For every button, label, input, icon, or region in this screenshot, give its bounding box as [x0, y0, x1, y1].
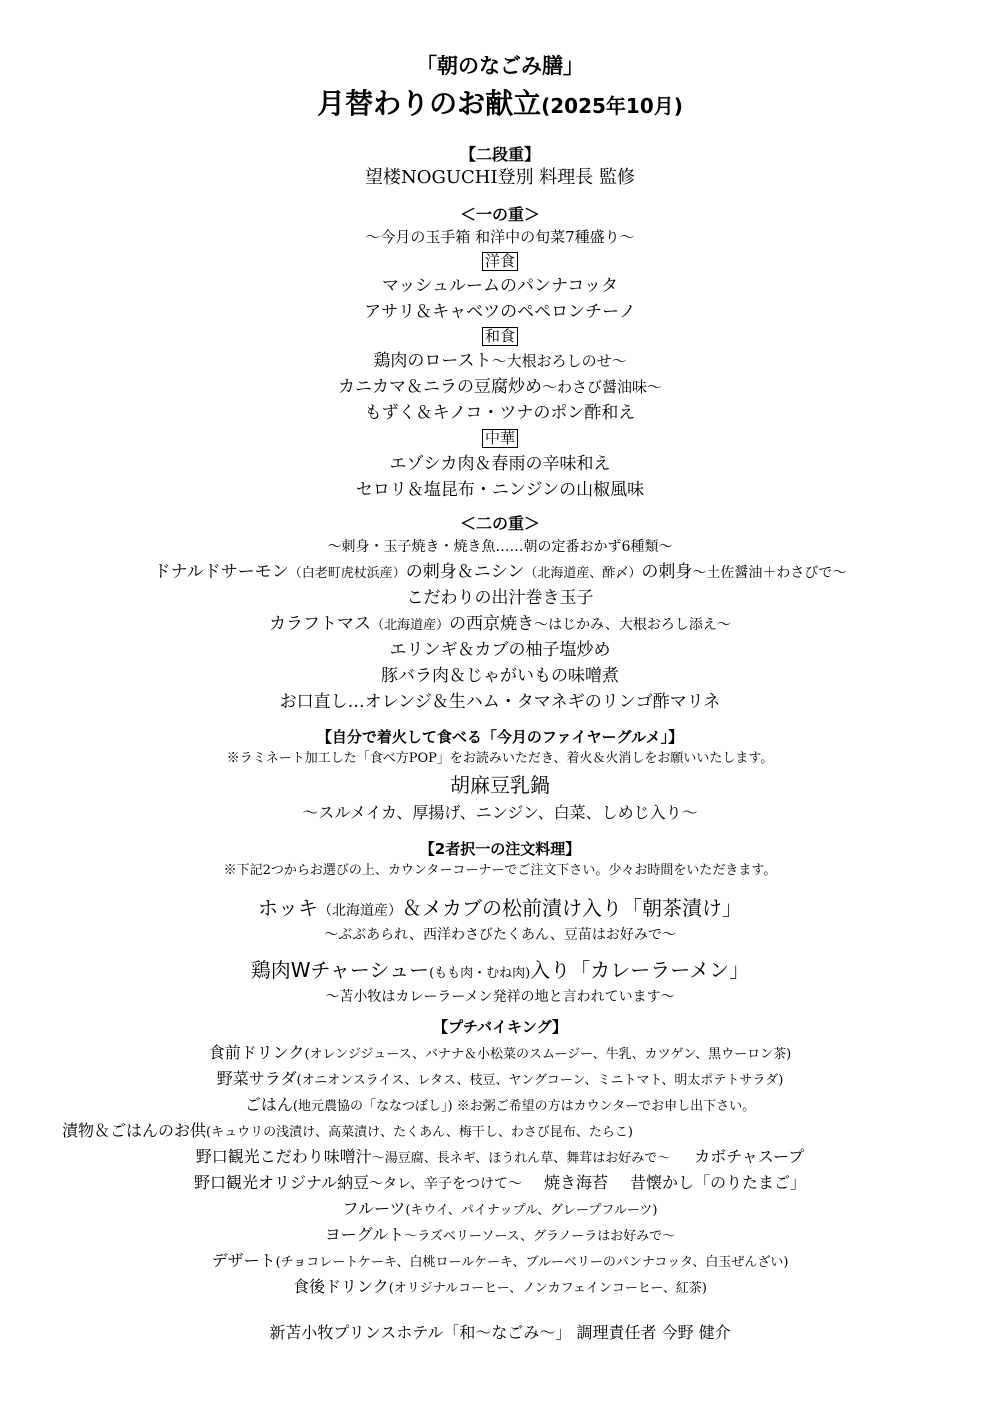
dish-name: 鶏肉のロースト [373, 351, 492, 371]
dish-name: 入り「カレーラーメン」 [530, 958, 750, 982]
dish-name: ＆メカブの松前漬け入り「朝茶漬け」 [402, 896, 742, 920]
dish-line: アサリ＆キャベツのペペロンチーノ [364, 302, 636, 322]
order-dish-1-desc: ～ぶぶあられ、西洋わさびたくあん、豆苗はお好みで～ [324, 927, 676, 943]
menu-subtitle-main: 月替わりのお献立 [317, 87, 542, 120]
fire-dish-desc: ～スルメイカ、厚揚げ、ニンジン、白菜、しめじ入り～ [302, 803, 698, 822]
dish-origin: （北海道産） [371, 618, 450, 633]
buffet-detail: ～タレ、辛子をつけて～ [369, 1176, 523, 1192]
buffet-line [0, 1149, 1000, 1165]
buffet-item: 漬物＆ごはんのお供 [62, 1121, 207, 1140]
buffet-line [0, 1045, 1000, 1061]
menu-subtitle [0, 87, 1000, 120]
buffet-item: 焼き海苔 [544, 1173, 609, 1192]
buffet-item: ごはん [244, 1095, 293, 1114]
buffet-item: デザート [211, 1251, 276, 1270]
dish-line: マッシュルームのパンナコッタ [382, 276, 618, 296]
dish-line: エリンギ＆カブの柚子塩炒め [389, 640, 611, 660]
dish-line: セロリ＆塩昆布・ニンジンの山椒風味 [355, 480, 645, 500]
buffet-detail: (オニオンスライス、レタス、枝豆、ヤングコーン、ミニトマト、明太ポテトサラダ) [296, 1073, 784, 1088]
category-label: 和食 [482, 327, 518, 346]
buffet-line [0, 1253, 1000, 1269]
buffet-line [0, 1097, 1000, 1113]
dish-name: の刺身 [641, 562, 693, 582]
category-label: 洋食 [482, 252, 518, 271]
buffet-detail: (チョコレートケーキ、白桃ロールケーキ、ブルーベリーのパンナコッタ、白玉ぜんざい) [275, 1255, 789, 1270]
buffet-line [0, 1227, 1000, 1243]
dish-line [0, 564, 1000, 581]
dish-name: カラフトマス [269, 614, 372, 634]
dish-name: の西京焼き [449, 614, 535, 634]
buffet-detail: ～湯豆腐、長ネギ、ほうれん草、舞茸はお好みで～ [371, 1151, 671, 1166]
section-heading-ni: ＜二の重＞ [459, 514, 540, 533]
buffet-item: ヨーグルト [324, 1225, 405, 1244]
category-chinese [0, 429, 1000, 448]
buffet-line [0, 1201, 1000, 1217]
fire-dish: 胡麻豆乳鍋 [450, 773, 550, 797]
buffet-item: フルーツ [342, 1199, 406, 1218]
dish-origin: （北海道産、酢〆） [524, 566, 642, 581]
buffet-detail: (キウイ、パイナップル、グレープフルーツ) [405, 1203, 658, 1218]
category-label: 中華 [482, 429, 518, 448]
dish-name: の刺身＆ニシン [405, 562, 525, 582]
dish-line: もずく＆キノコ・ツナのポン酢和え [364, 403, 636, 423]
section-heading-order: 【2者択一の注文料理】 [419, 840, 581, 858]
order-dish-2 [0, 960, 1000, 980]
fire-note: ※ラミネート加工した「食べ方POP」をお読みいただき、着火＆火消しをお願いいたします。 [226, 751, 774, 766]
dish-name: ホッキ [258, 896, 318, 920]
buffet-line [0, 1279, 1000, 1295]
buffet-detail: (オレンジジュース、バナナ＆小松菜のスムージー、牛乳、カツゲン、黒ウーロン茶) [304, 1047, 792, 1062]
buffet-line [0, 1175, 1000, 1191]
dish-line [0, 353, 1000, 370]
buffet-detail: (オリジナルコーヒー、ノンカフェインコーヒー、紅茶) [388, 1281, 707, 1296]
dish-note: ～わさび醤油味～ [541, 378, 662, 396]
dish-line [0, 616, 1000, 633]
dish-name: 鶏肉Wチャーシュー [250, 958, 430, 982]
order-dish-2-desc: ～苫小牧はカレーラーメン発祥の地と言われています～ [325, 989, 675, 1005]
buffet-line [0, 1071, 1000, 1087]
dish-note: ～はじかみ、大根おろし添え～ [534, 617, 731, 633]
buffet-item: 食後ドリンク [293, 1277, 389, 1296]
dish-origin: (もも肉・むね肉) [429, 966, 531, 981]
footer-credit: 新苫小牧プリンスホテル「和～なごみ～」 調理責任者 今野 健介 [269, 1323, 731, 1342]
dish-origin: （白老町虎杖浜産） [288, 566, 406, 581]
dish-line [0, 379, 1000, 396]
dish-line: お口直し…オレンジ＆生ハム・タマネギのリンゴ酢マリネ [279, 692, 721, 712]
menu-date: (2025年10月) [541, 94, 683, 118]
buffet-detail: ～ラズベリーソース、グラノーラはお好みで～ [404, 1229, 676, 1244]
buffet-detail: (地元農協の「ななつぼし」) ※お粥ご希望の方はカウンターでお申し出下さい。 [292, 1099, 756, 1114]
section-heading-nidanju: 【二段重】 [459, 145, 540, 164]
buffet-item: 野菜サラダ [216, 1069, 297, 1088]
dish-note: ～土佐醤油＋わさびで～ [692, 565, 847, 581]
section-heading-ichi: ＜一の重＞ [459, 205, 540, 224]
section-heading-buffet: 【プチバイキング】 [432, 1018, 568, 1036]
buffet-item: 食前ドリンク [208, 1043, 305, 1062]
dish-name: ドナルドサーモン [153, 562, 289, 582]
section-subtitle-ni: ～刺身・玉子焼き・焼き魚……朝の定番おかず6種類～ [327, 539, 673, 555]
supervisor-line: 望楼NOGUCHI登別 料理長 監修 [364, 167, 636, 188]
category-western [0, 252, 1000, 271]
order-dish-1 [0, 898, 1000, 918]
dish-line: エゾシカ肉＆春雨の辛味和え [389, 454, 611, 474]
dish-note: ～大根おろしのせ～ [491, 352, 627, 370]
buffet-line [62, 1123, 633, 1139]
category-japanese [0, 327, 1000, 346]
section-subtitle-ichi: ～今月の玉手箱 和洋中の旬菜7種盛り～ [365, 228, 635, 246]
order-note: ※下記2つからお選びの上、カウンターコーナーでご注文下さい。少々お時間をいただきます。 [223, 863, 777, 878]
buffet-detail: (キュウリの浅漬け、高菜漬け、たくあん、梅干し、わさび昆布、たらこ) [206, 1125, 633, 1140]
section-heading-fire: 【自分で着火して食べる「今月のファイヤーグルメ」】 [316, 728, 684, 746]
buffet-item: 野口観光オリジナル納豆 [193, 1173, 370, 1192]
dish-line: 豚バラ肉＆じゃがいもの味噌煮 [381, 666, 619, 686]
buffet-item: カボチャスープ [694, 1147, 805, 1166]
menu-title: 「朝のなごみ膳」 [416, 54, 584, 78]
dish-origin: （北海道産） [318, 903, 402, 919]
buffet-item: 昔懐かし「のりたまご」 [630, 1173, 807, 1192]
dish-line: こだわりの出汁巻き玉子 [406, 588, 594, 608]
dish-name: カニカマ＆ニラの豆腐炒め [337, 377, 542, 397]
buffet-item: 野口観光こだわり味噌汁 [195, 1147, 372, 1166]
